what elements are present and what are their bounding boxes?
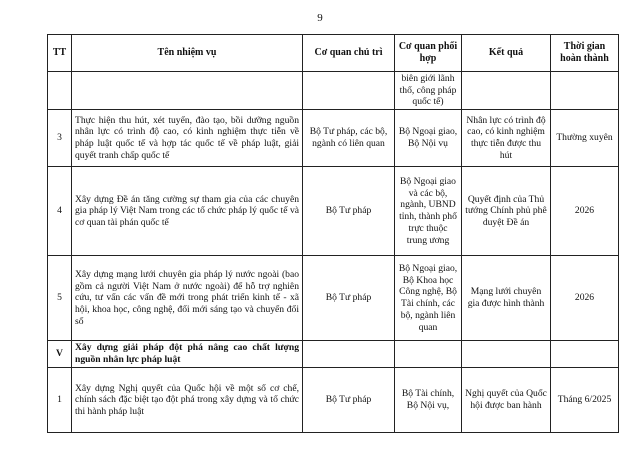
page-number: 9	[317, 12, 323, 24]
cell-result: Mạng lưới chuyên gia được hình thành	[462, 256, 551, 341]
cell-deadline	[551, 72, 619, 110]
cell-coordinating-agency	[395, 341, 462, 368]
cell-lead-agency: Bộ Tư pháp	[303, 368, 395, 433]
header-lead-agency: Cơ quan chủ trì	[303, 35, 395, 72]
cell-coordinating-agency: biên giới lãnh thổ, công pháp quốc tế)	[395, 72, 462, 110]
section-number: V	[48, 341, 72, 368]
cell-lead-agency: Bộ Tư pháp, các bộ, ngành có liên quan	[303, 110, 395, 167]
cell-task: Thực hiện thu hút, xét tuyển, đào tạo, bồi dưỡng nguồn nhân lực có trình độ cao, có kinh nghiệm thực tiễn về pháp luật quốc tế và hợp tác quốc tế về pháp luật, giải quyết tranh chấp quốc tế	[72, 110, 303, 167]
header-deadline: Thời gian hoàn thành	[551, 35, 619, 72]
cell-tt	[48, 72, 72, 110]
cell-coordinating-agency: Bộ Ngoại giao, Bộ Khoa học Công nghệ, Bộ Tài chính, các bộ, ngành liên quan	[395, 256, 462, 341]
cell-deadline: Tháng 6/2025	[551, 368, 619, 433]
cell-task: Xây dựng Nghị quyết của Quốc hội về một số cơ chế, chính sách đặc biệt tạo đột phá trong xây dựng và tổ chức thi hành pháp luật	[72, 368, 303, 433]
header-result: Kết quả	[462, 35, 551, 72]
cell-task: Xây dựng mạng lưới chuyên gia pháp lý nước ngoài (bao gồm cả người Việt Nam ở nước ngoài) để hỗ trợ nghiên cứu, tư vấn các vấn đề mới trong phát triển kinh tế - xã hội, khoa học, công nghệ, đổi mới sáng tạo và chuyển đổi số	[72, 256, 303, 341]
cell-deadline: 2026	[551, 256, 619, 341]
cell-task	[72, 72, 303, 110]
cell-deadline: Thường xuyên	[551, 110, 619, 167]
cell-deadline: 2026	[551, 167, 619, 256]
header-coordinating-agency: Cơ quan phối hợp	[395, 35, 462, 72]
cell-result: Quyết định của Thủ tướng Chính phủ phê duyệt Đề án	[462, 167, 551, 256]
cell-result	[462, 72, 551, 110]
section-row	[48, 341, 619, 368]
cell-tt: 5	[48, 256, 72, 341]
header-task: Tên nhiệm vụ	[72, 35, 303, 72]
task-table	[47, 34, 619, 433]
cell-lead-agency	[303, 341, 395, 368]
cell-result: Nghị quyết của Quốc hội được ban hành	[462, 368, 551, 433]
cell-coordinating-agency: Bộ Ngoại giao và các bộ, ngành, UBND tỉnh, thành phố trực thuộc trung ương	[395, 167, 462, 256]
cell-coordinating-agency: Bộ Tài chính, Bộ Nội vụ,	[395, 368, 462, 433]
cell-tt: 1	[48, 368, 72, 433]
table-row	[48, 110, 619, 167]
cell-lead-agency	[303, 72, 395, 110]
cell-lead-agency: Bộ Tư pháp	[303, 256, 395, 341]
table-row-continued	[48, 72, 619, 110]
cell-tt: 4	[48, 167, 72, 256]
table-header-row	[48, 35, 619, 72]
table-row	[48, 167, 619, 256]
section-title: Xây dựng giải pháp đột phá nâng cao chất lượng nguồn nhân lực pháp luật	[72, 341, 303, 368]
table-row	[48, 256, 619, 341]
cell-coordinating-agency: Bộ Ngoại giao, Bộ Nội vụ	[395, 110, 462, 167]
header-tt: TT	[48, 35, 72, 72]
cell-result: Nhân lực có trình độ cao, có kinh nghiệm thực tiễn được thu hút	[462, 110, 551, 167]
cell-result	[462, 341, 551, 368]
cell-task: Xây dựng Đề án tăng cường sự tham gia của các chuyên gia pháp lý Việt Nam trong các tổ chức pháp lý quốc tế và cơ quan tài phán quốc tế	[72, 167, 303, 256]
cell-lead-agency: Bộ Tư pháp	[303, 167, 395, 256]
cell-deadline	[551, 341, 619, 368]
cell-tt: 3	[48, 110, 72, 167]
table-row	[48, 368, 619, 433]
